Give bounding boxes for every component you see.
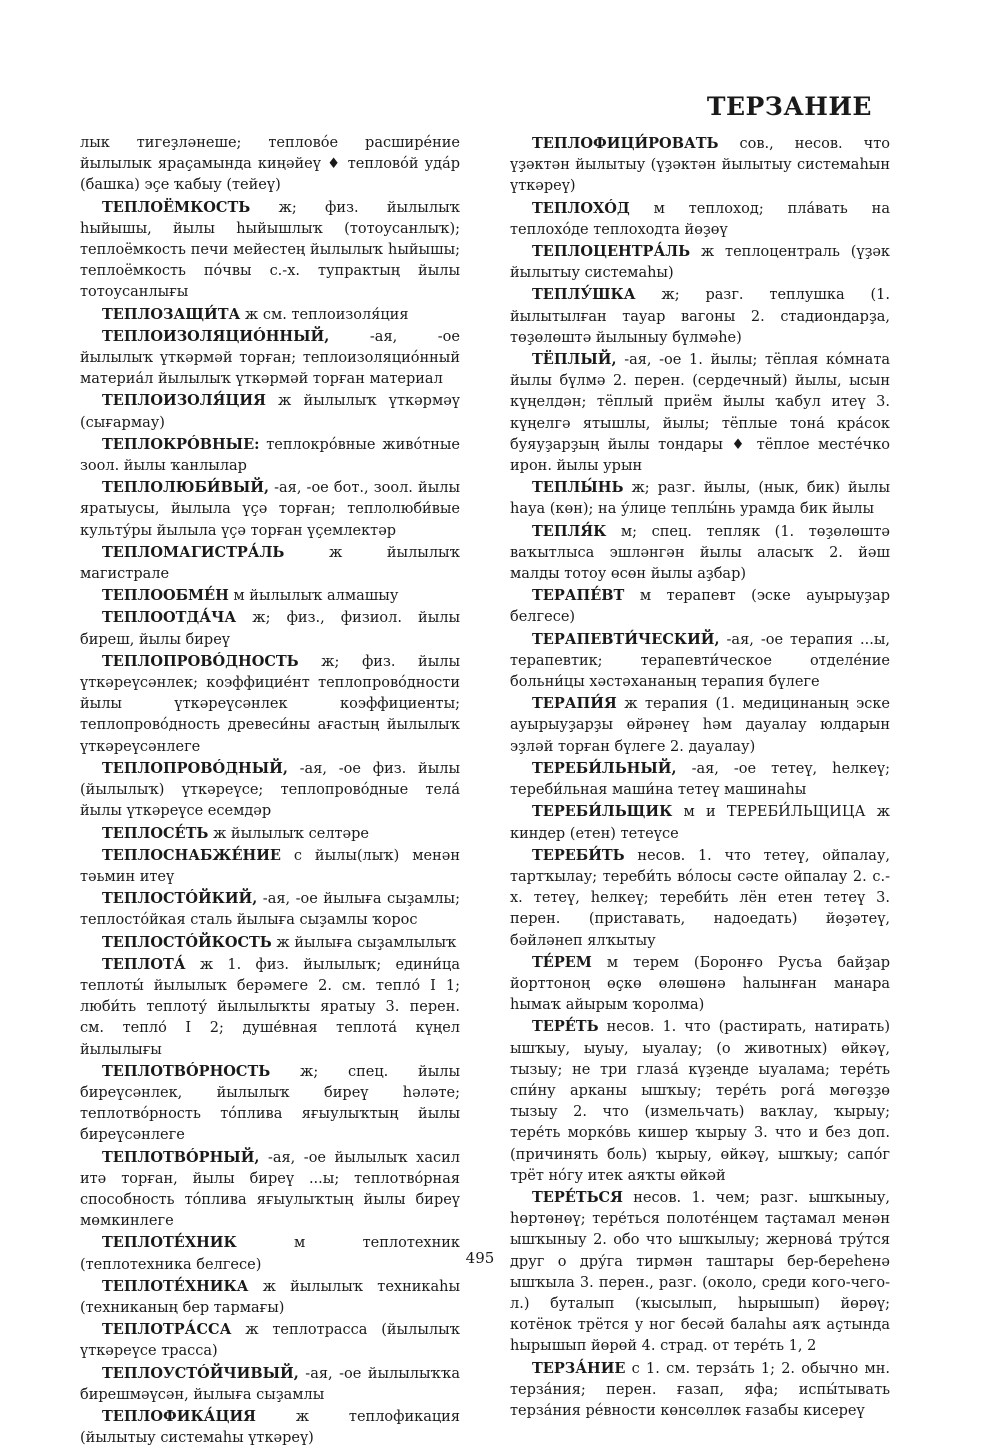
headword: ТЕПЛОИЗОЛЯЦИÓННЫЙ, (102, 327, 330, 345)
headword: ТЕПЛОТЕ́ХНИК (102, 1234, 237, 1252)
dictionary-entry (510, 284, 890, 349)
dictionary-entry (80, 845, 460, 888)
dictionary-entry (510, 1358, 890, 1423)
headword: ТЕПЛОТРА́ССА (102, 1321, 232, 1339)
dictionary-entry (80, 932, 460, 954)
entry-definition: -ая, -ое йылылыҡ хасил итә торған, йылы биреү ...ы; теплотвóрная способность тóплива яғыулыҡтың йылы биреү мөмкинлеге (80, 1149, 460, 1230)
headword: ТЕРАПЕ́ВТ (532, 587, 625, 605)
entry-definition: несов. 1. чем; разг. ышҡыныу, һөртөнөү; тере́ться полотéнцем таҫтамал менән ышҡыныу 2. обо что ышҡылыу; жернова́ тру́тся друг о дру́га тирмән таштары бер-береһенә ышҡыла 3. перен., разг. (около, среди кого-чего-л.) буталып (ҡысылып, һырышып) йөрөү; котёнок трётся у ног бесәй балаһы аяҡ аҫтында һырышып йөрөй 4. страд. от тере́ть 1, 2 (510, 1189, 890, 1355)
dictionary-entry (510, 198, 890, 241)
entry-definition: м терапевт (эске ауырыуҙар белгесе) (510, 588, 890, 626)
entry-definition: ж йылылыҡ магистрале (80, 544, 460, 583)
headword: ТЕПЛОТВÓРНОСТЬ (102, 1062, 271, 1080)
headword: ТЕПЛОСТÓЙКИЙ, (102, 890, 258, 908)
dictionary-entry (80, 390, 460, 433)
headword: ТЕПЛУ́ШКА (532, 286, 636, 304)
headword: ТЕПЛОПРОВÓДНЫЙ, (102, 759, 288, 777)
entry-definition: ж йылылыҡ техникаһы (техниканың бер тармағы) (80, 1278, 460, 1316)
entry-definition: м йылылыҡ алмашыу (228, 588, 399, 605)
headword: ТЕПЛООТДА́ЧА (102, 609, 237, 627)
dictionary-entry (510, 477, 890, 520)
dictionary-entry (510, 349, 890, 477)
entry-definition: -ая, -ое йылыға сыҙамлы; теплостóйкая сталь йылыға сыҙамлы ҡорос (80, 891, 460, 929)
entry-definition: ж; спец. йылы биреүсәнлек, йылылыҡ биреү һәләте; теплотвóрность тóплива яғыулыҡтың йылы биреүсәнлеге (80, 1063, 460, 1144)
headword: ТЕПЛОФИЦИ́РОВАТЬ (532, 135, 719, 152)
entry-definition: -ая, -ое тетеү, һелкеү; тереби́льная маши́на тетеү машинаһы (510, 760, 890, 799)
entry-definition: -ая, -ое терапия ...ы, терапевтик; терапевти́ческое отделéние больни́цы хәстәхананың терапия бүлеге (510, 631, 890, 691)
entry-definition: ж см. теплоизоля́ция (240, 306, 409, 323)
entry-definition: м теплотехник (теплотехника белгесе) (80, 1235, 460, 1273)
entry-definition: ж теплоцентраль (үҙәк йылытыу системаһы) (510, 244, 890, 282)
headword: ТЕПЛОТВÓРНЫЙ, (102, 1148, 260, 1166)
dictionary-entry (80, 585, 460, 607)
running-head: ТЕРЗАНИЕ (706, 92, 872, 121)
headword: ТЕ́РЕМ (532, 953, 592, 971)
dictionary-entry (80, 954, 460, 1061)
page-number: 495 (465, 1249, 495, 1267)
dictionary-entry (80, 133, 460, 197)
dictionary-entry (80, 607, 460, 650)
headword: ТЕПЛОЛЮБИ́ВЫЙ, (102, 479, 269, 497)
dictionary-entry (80, 326, 460, 391)
headword: ТЕПЛОИЗОЛЯ́ЦИЯ (102, 392, 266, 410)
entry-definition: теплокрóвные живóтные зоол. йылы ҡанлылар (80, 436, 460, 475)
dictionary-entry (510, 585, 890, 628)
dictionary-entry (510, 845, 890, 952)
headword: ТЕПЛОПРОВÓДНОСТЬ (102, 652, 299, 670)
entry-definition: ж теплотрасса (йылылыҡ үткәреүсе трасса) (80, 1322, 460, 1360)
headword: ТЕРАПЕВТИ́ЧЕСКИЙ, (532, 630, 720, 648)
entry-definition: с 1. см. терза́ть 1; 2. обычно мн. терза́ния; перен. ғазап, яфа; испы́тывать терза́ния рéвности көнсөллөк ғазабы кисереү (510, 1360, 890, 1419)
dictionary-entry (80, 651, 460, 758)
headword: ТЕРЕ́ТЬСЯ (532, 1188, 623, 1206)
headword: ТЕРЕ́ТЬ (532, 1018, 599, 1036)
headword: ТЕПЛОХÓД (532, 199, 630, 217)
headword: ТЕПЛОЦЕНТРА́ЛЬ (532, 243, 691, 261)
entry-definition: м терем (Боронғо Русъа байҙар йорттоноң өҫкө өлөшөнә һалынған манара һымаҡ айырым ҡоролма) (510, 954, 890, 1014)
entry-definition: ж йылылыҡ үткәрмәү (сығармау) (80, 393, 460, 431)
dictionary-entry (80, 542, 460, 585)
headword: ТЕПЛОКРÓВНЫЕ: (102, 435, 260, 453)
headword: ТЕПЛЫ́НЬ (532, 479, 624, 497)
entry-definition: сов., несов. что үҙәктән йылытыу (үҙәктән йылытыу системаһын үткәреү) (510, 136, 890, 195)
entry-definition: м; спец. тепляк (1. төҙөлөштә ваҡытлыса эшләнгән йылы аласыҡ 2. йәш малды тотоу өсөн йылы аҙбар) (510, 523, 890, 583)
entry-definition: -ая, -ое йылылыҡ үткәрмәй торған; теплоизоляциóнный материа́л йылылыҡ үткәрмәй торған материал (80, 328, 460, 388)
entry-definition: -ая, -ое бот., зоол. йылы яратыусы, йылыла үҫә торған; теплолюби́вые культу́ры йылыла үҫә торған үҫемлектәр (80, 480, 460, 539)
entry-definition: ж; разг. теплушка (1. йылытылған тауар вагоны 2. стадиондарҙа, төҙөлөштә йылыныу бүлмәһе) (510, 287, 890, 346)
headword: ТЕПЛОСНАБЖЕ́НИЕ (102, 846, 281, 864)
dictionary-entry (80, 1276, 460, 1319)
headword: ТЕПЛОСЕ́ТЬ (102, 824, 209, 842)
dictionary-entry (80, 823, 460, 845)
dictionary-entry (510, 133, 890, 198)
dictionary-entry (510, 241, 890, 284)
entry-definition: лык тигеҙләнеше; тепловóе расширéние йылылык яраҫамында киңәйеү ♦ тепловóй удáр (башка) эҫе ҡабыу (тейеү) (80, 135, 460, 194)
headword: ТЕПЛОЁМКОСТЬ (102, 198, 251, 216)
dictionary-entry (510, 521, 890, 586)
headword: ТЕПЛОФИКА́ЦИЯ (102, 1407, 256, 1425)
entry-definition: ж; разг. йылы, (нык, бик) йылы һауа (көн); на у́лице теплы́нь урамда бик йылы (510, 480, 890, 518)
entry-definition: ж; физ. йылылыҡ һыйышы, йылы һыйышлыҡ (тотоусанлыҡ); теплоёмкость печи мейестең йылылыҡ һыйышы; теплоёмкость пóчвы с.-х. тупрактың йылы тотоусанлығы (80, 199, 460, 301)
entry-definition: ж йылыға сыҙамлылыҡ (271, 934, 457, 951)
entry-definition: ж теплофикация (йылытыу системаһы үткәреү) (80, 1408, 460, 1447)
headword: ТЁПЛЫЙ, (532, 351, 617, 369)
headword: ТЕРАПИ́Я (532, 695, 617, 713)
headword: ТЕРЕБИ́ЛЬЩИК (532, 803, 673, 821)
headword: ТЕПЛООБМЕ́Н (102, 587, 229, 605)
dictionary-entry (510, 693, 890, 758)
dictionary-entry (80, 1363, 460, 1406)
dictionary-entry (510, 952, 890, 1017)
entry-definition: ж йылылыҡ селтәре (208, 825, 369, 842)
entry-definition: ж терапия (1. медицинаның эске ауырыуҙарҙы өйрәнеү һәм дауалау юлдарын эҙләй торған бүлеге 2. дауалау) (510, 696, 890, 755)
dictionary-entry (80, 1061, 460, 1147)
entry-definition: м теплоход; пла́вать на теплохóде теплоходта йөҙөү (510, 200, 890, 238)
entry-definition: несов. 1. что тетеү, ойпалау, тартҡылау; тереби́ть вóлосы сәсте ойпалау 2. с.-х. тетеү, һелкеү; тереби́ть лён етен тетеү 3. перен. (приставать, надоедать) йөҙәтеү, бәйләнеп ялҡытыу (510, 847, 890, 949)
headword: ТЕРЗА́НИЕ (532, 1359, 626, 1377)
dictionary-entry (80, 304, 460, 326)
entry-definition: -ая, -ое физ. йылы (йылылыҡ) үткәреүсе; теплопровóдные тела́ йылы үткәреүсе есемдәр (80, 760, 460, 820)
dictionary-entry (80, 477, 460, 542)
dictionary-entry (80, 758, 460, 823)
dictionary-entry (80, 1147, 460, 1233)
right-column (510, 133, 890, 1422)
headword: ТЕРЕБИ́ЛЬНЫЙ, (532, 759, 677, 777)
dictionary-entry (510, 1016, 890, 1187)
entry-definition: ж; физ., физиол. йылы биреш, йылы биреү (80, 610, 460, 648)
headword: ТЕПЛОУСТÓЙЧИВЫЙ, (102, 1364, 299, 1382)
entry-definition: несов. 1. что (растирать, натирать) ышҡыу, ыуыу, ыуалау; (о животных) өйкәү, тызыу; не три глаза́ күҙеңде ыуалама; тере́ть спи́ну арканы ышҡыу; тере́ть рога́ мөгөҙҙө тызыу 2. что (измельчать) ваҡлау, ҡырыу; тере́ть морко́вь кишер ҡырыу 3. что и без доп. (причинять боль) ҡырыу, өйкәү, ышҡыу; сапóг трёт нóгу итек аяҡты өйкәй (510, 1019, 890, 1184)
dictionary-entry (510, 801, 890, 844)
headword: ТЕПЛОСТÓЙКОСТЬ (102, 933, 272, 951)
entry-definition: м и ТЕРЕБИ́ЛЬЩИЦА ж киндер (етен) тетеүсе (510, 804, 890, 842)
entry-definition: ж; физ. йылы үткәреүсәнлек; коэффицие́нт теплопровóдности йылы үткәреүсәнлек коэффициенты; теплопровóдность древеси́ны ағастың йылылыҡ үткәреүсәнлеге (80, 653, 460, 755)
dictionary-entry (80, 434, 460, 477)
headword: ТЕРЕБИ́ТЬ (532, 846, 625, 864)
headword: ТЕПЛЯ́К (532, 522, 607, 540)
headword: ТЕПЛОЗАЩИ́ТА (102, 305, 241, 323)
entry-definition: -ая, -ое 1. йылы; тёплая кóмната йылы бүлмә 2. перен. (сердечный) йылы, ысын күңелдән; тёплый приём йылы ҡабул итеү 3. күңелгә ятышлы, йылы; тёплые тона́ кра́сок буяуҙарҙың йылы тондары ♦ тёплое местéчко ирон. йылы урын (510, 352, 890, 475)
dictionary-entry (80, 1406, 460, 1449)
dictionary-entry (80, 888, 460, 931)
entry-definition: -ая, -ое йылылыҡҡа бирешмәүсән, йылыға сыҙамлы (80, 1365, 460, 1403)
entry-definition: ж 1. физ. йылылыҡ; едини́ца теплоты́ йылылыҡ берәмеге 2. см. тепло́ I 1; люби́ть теплоту́ йылылыҡты яратыу 3. перен. см. тепло́ I 2; душе́вная теплота́ күңел йылылығы (80, 956, 460, 1058)
headword: ТЕПЛОМАГИСТРА́ЛЬ (102, 543, 285, 561)
headword: ТЕПЛОТЕ́ХНИКА (102, 1277, 249, 1295)
entry-definition: с йылы(лыҡ) менән тәьмин итеү (80, 847, 460, 885)
dictionary-entry (510, 629, 890, 694)
dictionary-entry (510, 1187, 890, 1358)
headword: ТЕПЛОТА́ (102, 955, 186, 973)
dictionary-entry (510, 758, 890, 801)
dictionary-entry (80, 1319, 460, 1362)
dictionary-entry (80, 197, 460, 304)
